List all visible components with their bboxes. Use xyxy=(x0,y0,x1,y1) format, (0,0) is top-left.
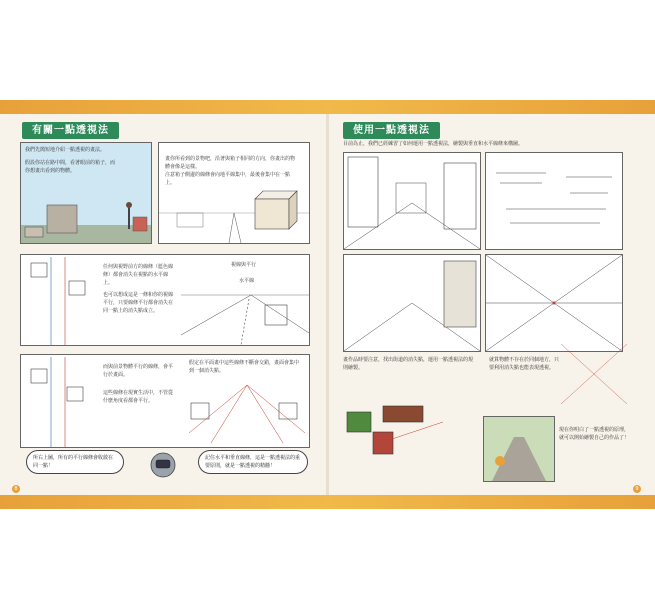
panel-vanishing-point xyxy=(20,254,310,346)
robot-mascot-icon xyxy=(148,450,178,480)
city-sketch xyxy=(344,153,480,249)
lines-sketch xyxy=(486,153,622,249)
panel3-text-1: 任何與視野前方的線條（藍色線條）都會消失在視點的水平線上。 xyxy=(103,264,174,286)
left-page-number: 8 xyxy=(12,485,20,493)
panel-radial xyxy=(485,254,623,352)
street-illustration xyxy=(21,143,151,243)
panel-parallel-lines xyxy=(20,354,310,448)
panel5-text: 假定在平面畫中這些線條不斷會交錯，畫面會集中到一個消失點。 xyxy=(189,360,300,374)
horizon-label-2: 水平線 xyxy=(239,278,255,284)
left-page xyxy=(0,114,326,495)
road-scene xyxy=(484,417,554,481)
panel-city-street xyxy=(343,152,481,250)
speech-bubble-1: 所右上圖，所有的平行線條會收斂在同一點！ xyxy=(26,450,124,474)
panel-road-scene xyxy=(483,416,555,482)
bottom-orange-band xyxy=(0,495,655,509)
panel-drawn-box xyxy=(158,142,310,244)
intro-text-2: 假設你站在路中間，看著眼前的箱子，而你想畫出看到的物體。 xyxy=(25,160,116,174)
city-sketch-2 xyxy=(344,255,480,351)
panel-street-box xyxy=(20,142,152,244)
panel4-text-2: 這些線條在現實生活中，不管從什麼角度看都會平行。 xyxy=(103,390,174,404)
panel4-text-1: 而與前景物體平行的線條，會平行於畫面。 xyxy=(103,364,174,378)
box-sketch xyxy=(159,143,309,243)
horizon-label: 視線與平行 xyxy=(231,262,257,268)
panel2-text-1: 畫你所看到的景物吧，沿著與箱子相同的方向，你畫出的物體會像是這樣。 xyxy=(165,156,296,170)
panel3-text-2: 也可以想成這是一條和你的視線平行，只要線條平行都會消失在同一點上的消失點成立。 xyxy=(103,292,174,314)
top-orange-band xyxy=(0,100,655,114)
right-page-number: 9 xyxy=(633,485,641,493)
panel-city-2 xyxy=(343,254,481,352)
objects-illustration xyxy=(343,402,473,472)
caption-left: 畫作品時要注意，找出街道的消失點，運用一點透視法的規則繪製。 xyxy=(343,357,474,371)
right-intro: 目前為止，我們已經練習了如何運用一點透視法，繪製與垂直和水平線條來構圖。 xyxy=(343,141,524,147)
panel-lines-only xyxy=(485,152,623,250)
radial-lines xyxy=(486,255,622,351)
scatter-diagram xyxy=(561,344,627,404)
intro-text-1: 我們先簡短地介紹一點透視的畫法。 xyxy=(25,147,106,153)
speech-bubble-2: 記住水平和垂直線條，這是一點透視法的重要原則，就是一點透視的精髓！ xyxy=(198,450,308,474)
caption-bottom: 現在你明白了一點透視的原理，就可以開始繪製自己的作品了！ xyxy=(559,427,630,441)
panel2-text-2: 注意箱子側邊的線條會向地平線集中，最後會集中在一點上。 xyxy=(165,172,291,186)
right-page-title: 使用一點透視法 xyxy=(343,122,440,139)
right-page xyxy=(329,114,655,495)
left-page-title: 有關一點透視法 xyxy=(22,122,119,139)
caption-right: 就算物體不存在於同個地方，只要利用消失點也能表現透視。 xyxy=(489,357,560,371)
